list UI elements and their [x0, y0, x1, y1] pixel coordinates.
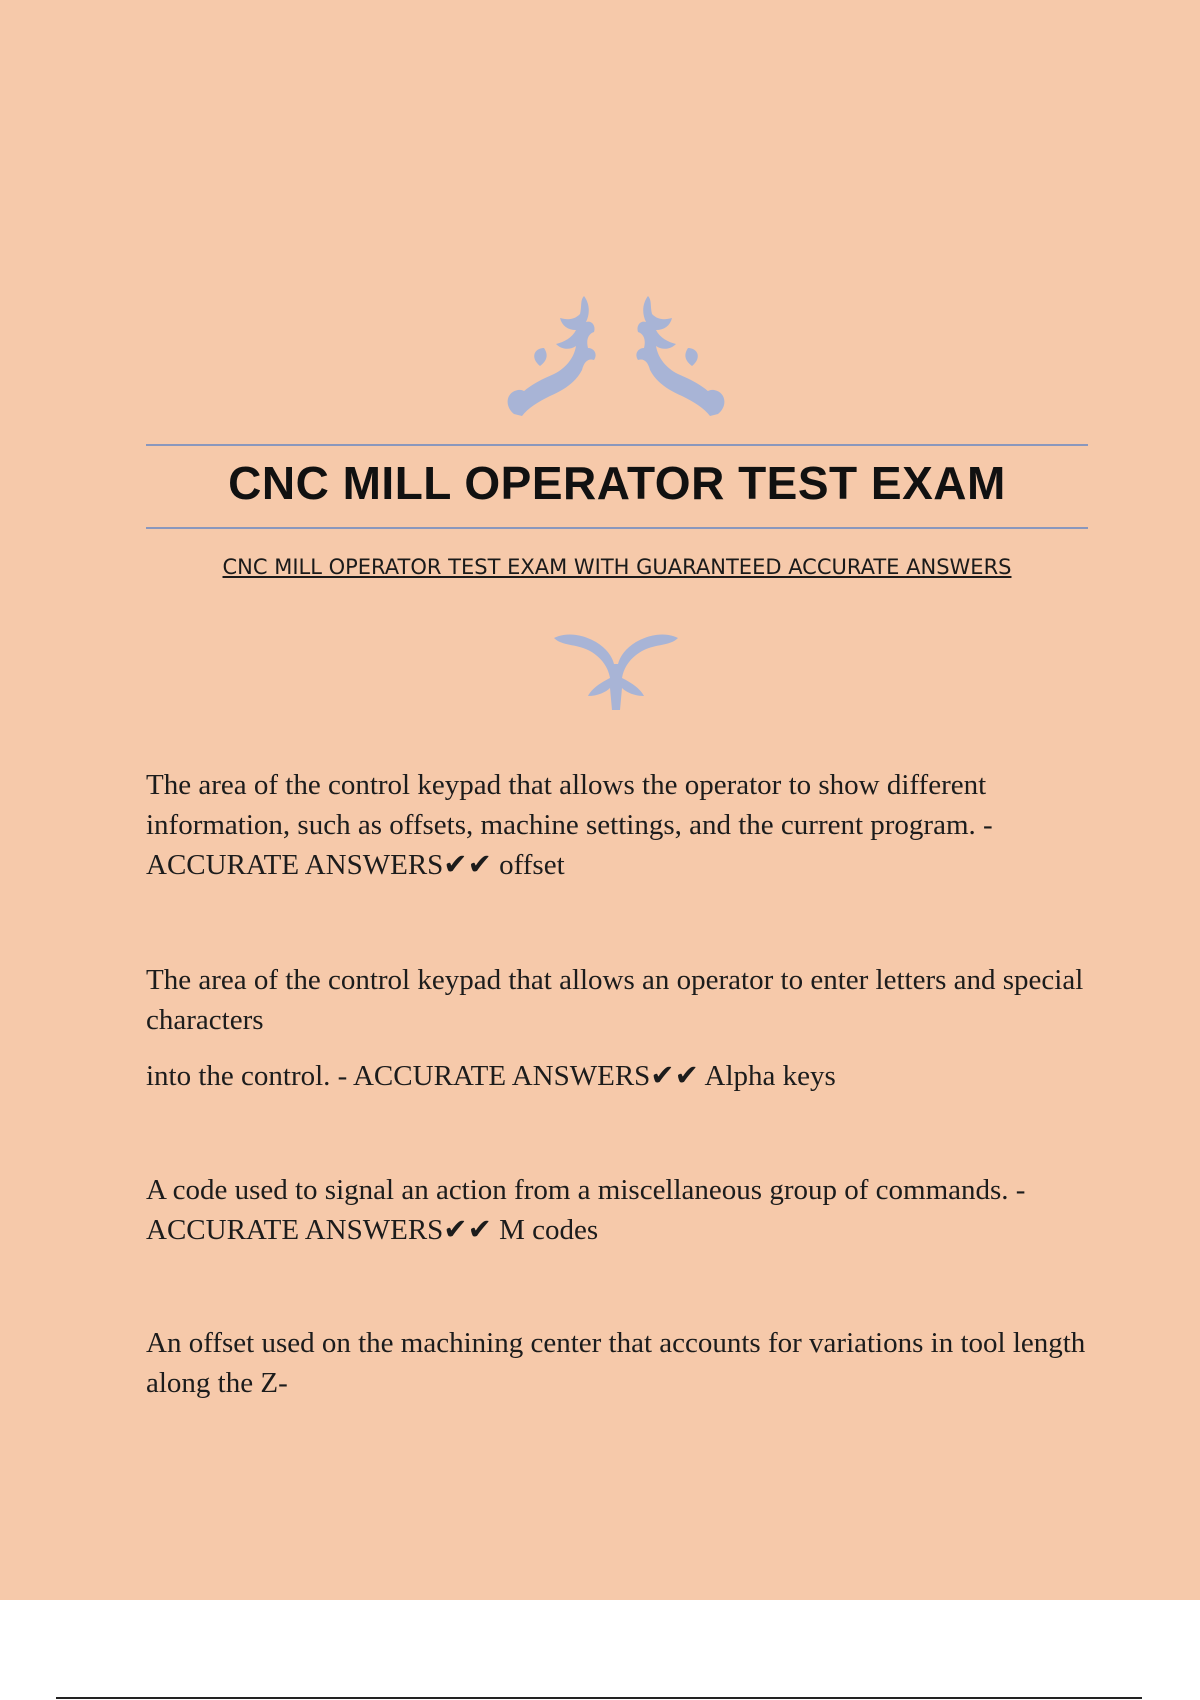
question-answer-1: The area of the control keypad that allows the operator to show different information, such as offsets, machine settings, and the current program. - ACCURATE ANSWERS✔✔ offset	[146, 769, 993, 881]
question-answer-2: The area of the control keypad that allows an operator to enter letters and special characters	[146, 964, 1084, 1036]
question-answer-4: An offset used on the machining center that accounts for variations in tool length along the Z-	[146, 1327, 1086, 1399]
title-bottom-rule	[146, 527, 1088, 529]
document-title: CNC MILL OPERATOR TEST EXAM	[228, 457, 1006, 509]
floral-ornament-icon	[500, 296, 732, 426]
footer-rule	[56, 1697, 1142, 1699]
document-subtitle: CNC MILL OPERATOR TEST EXAM WITH GUARANTEED ACCURATE ANSWERS	[222, 555, 1012, 579]
title-top-rule	[146, 444, 1088, 446]
question-answer-3: A code used to signal an action from a miscellaneous group of commands. - ACCURATE ANSWERS✔✔ M codes	[146, 1174, 1026, 1246]
question-answer-2-continued: into the control. - ACCURATE ANSWERS✔✔ Alpha keys	[146, 1060, 836, 1092]
fleuron-ornament-icon	[552, 630, 680, 714]
